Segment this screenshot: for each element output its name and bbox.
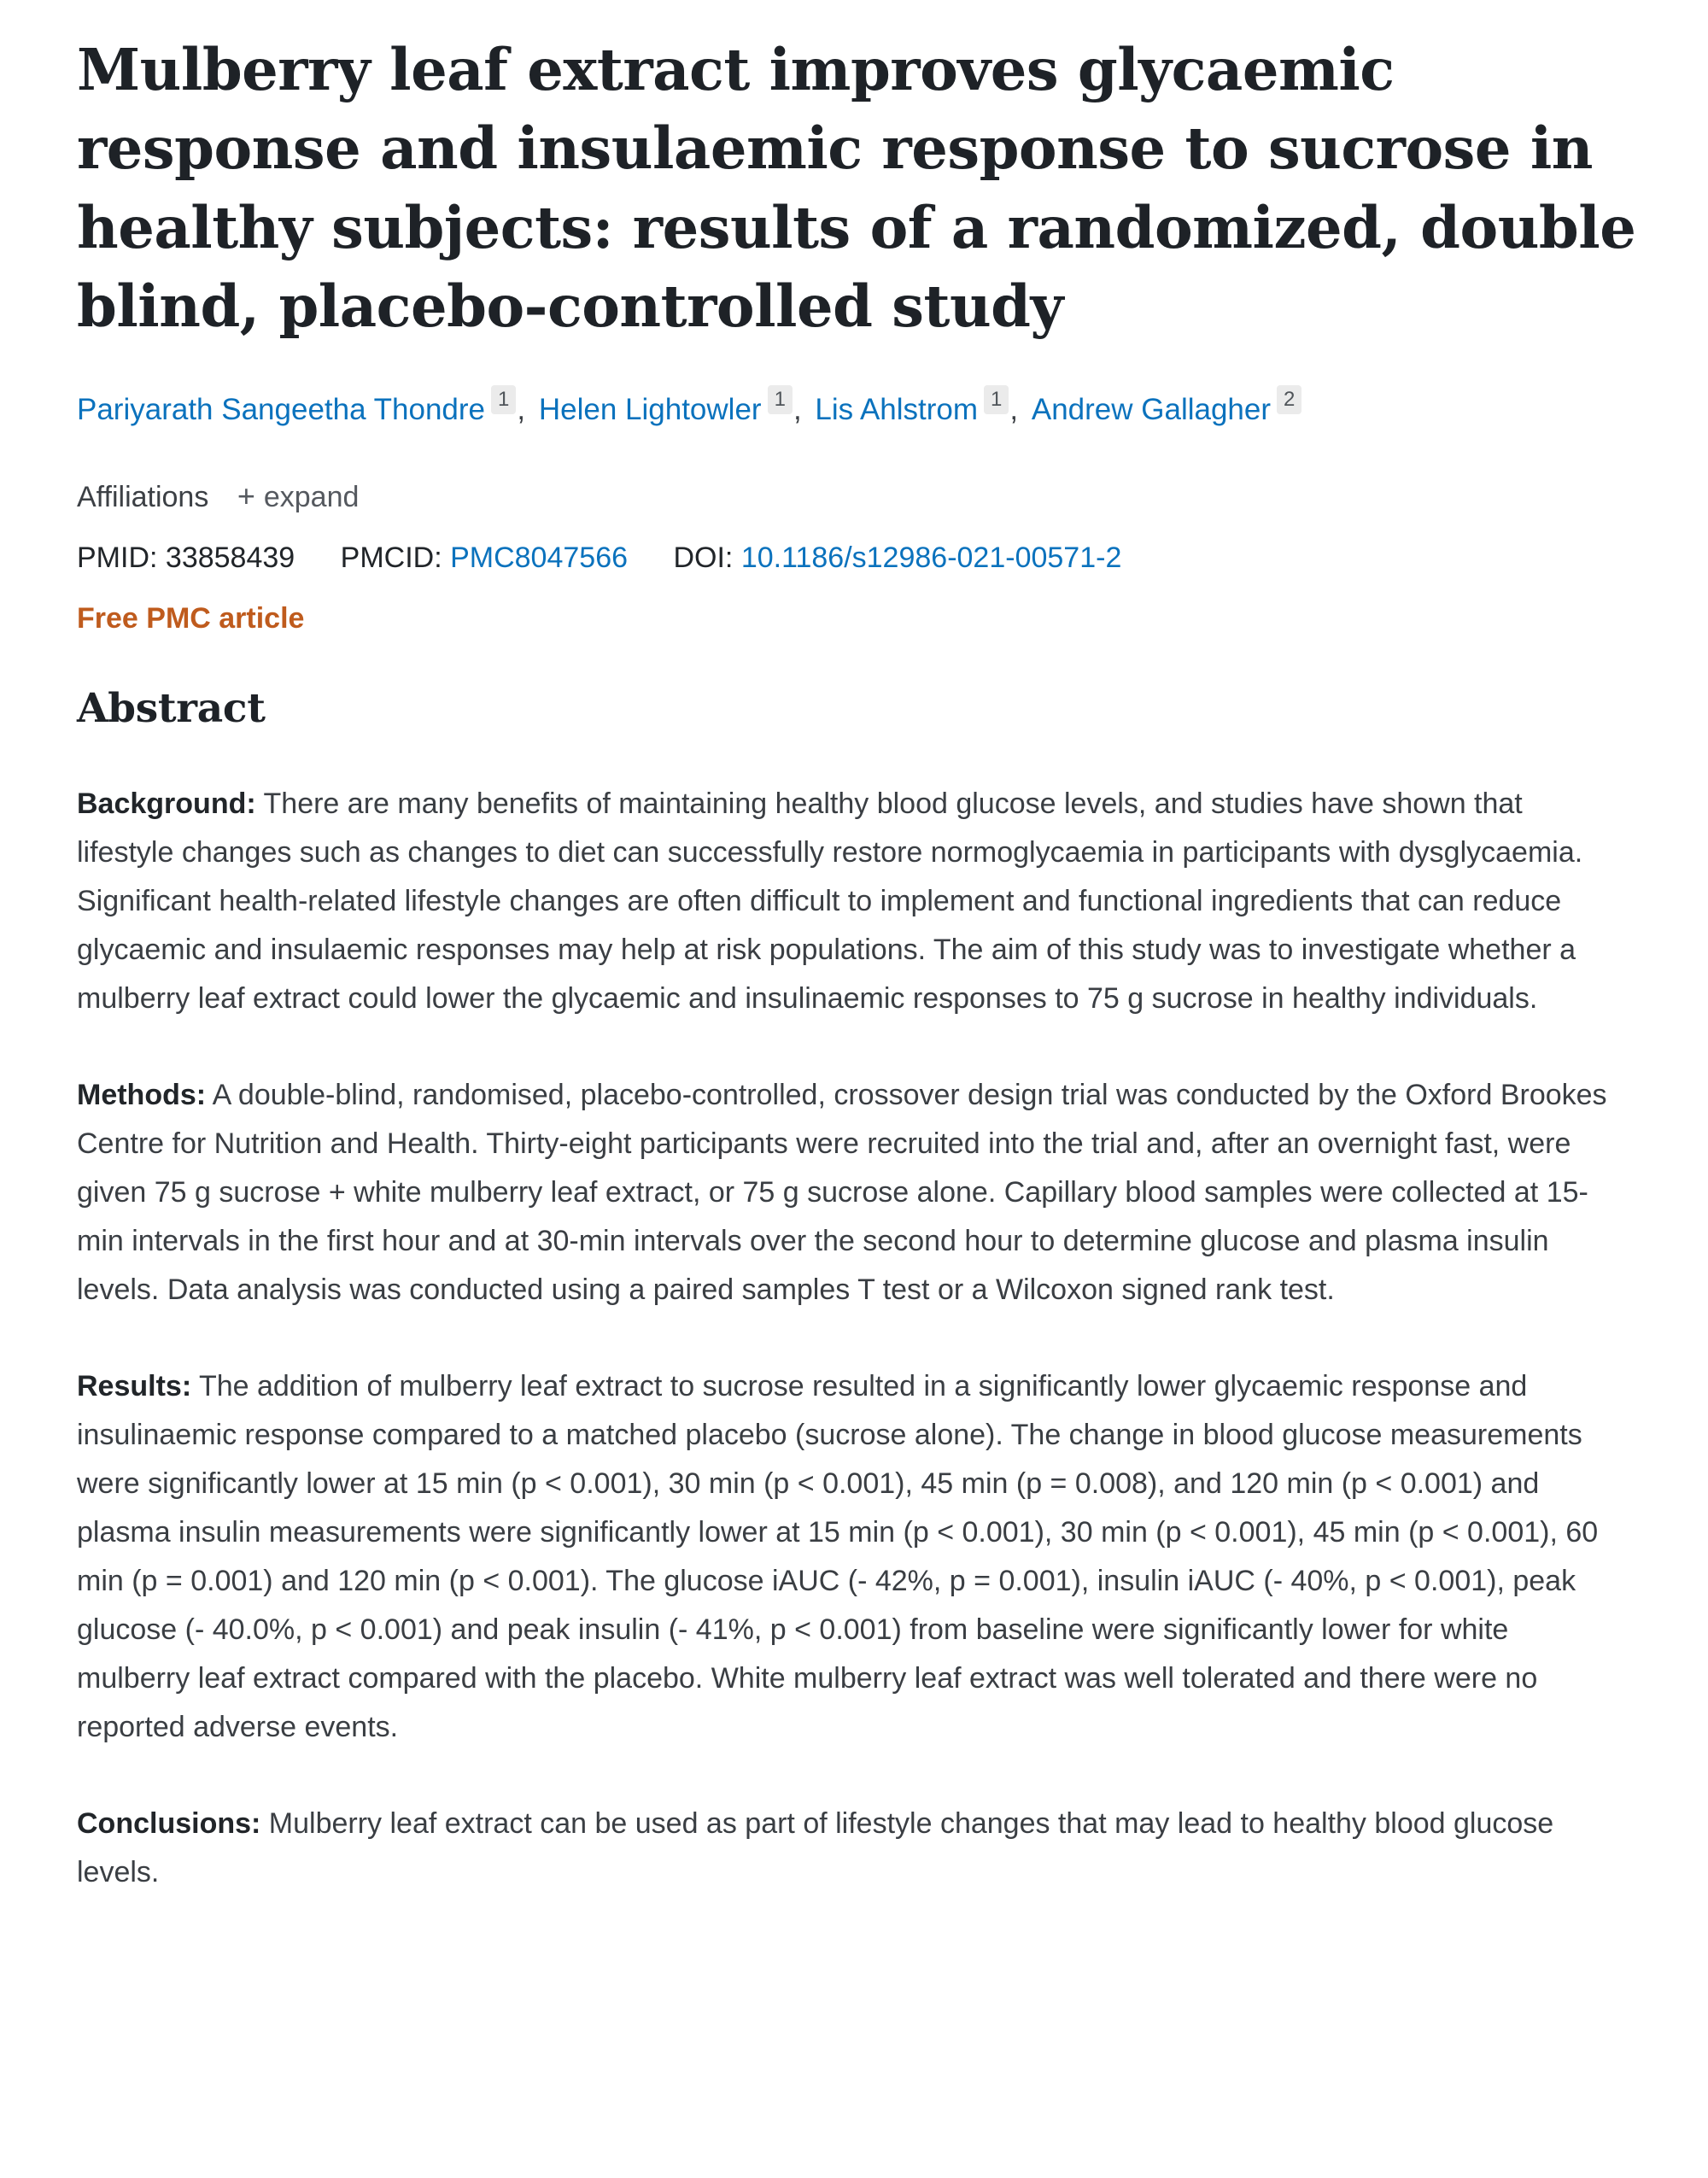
- methods-text: A double-blind, randomised, placebo-controlled, crossover design trial was conducted by the Oxford Brookes Centre for Nutrition and Health. Thirty-eight participants were recruited into the trial and, after an overnight fast, were given 75 g sucrose + white mulberry leaf extract, or 75 g sucrose alone. Capillary blood samples were collected at 15-min intervals in the first hour and at 30-min intervals over the second hour to determine glucose and plasma insulin levels. Data analysis was conducted using a paired samples T test or a Wilcoxon signed rank test.: [77, 1078, 1607, 1306]
- doi-link[interactable]: 10.1186/s12986-021-00571-2: [740, 541, 1122, 574]
- author-separator: ,: [793, 392, 802, 426]
- article-page: [0, 31, 1708, 1897]
- author: [77, 387, 534, 426]
- pmid-label: PMID:: [77, 541, 158, 574]
- author-link[interactable]: Helen Lightowler: [538, 392, 762, 426]
- conclusions-label: Conclusions:: [77, 1806, 261, 1840]
- abstract-section: [77, 685, 1648, 1897]
- affiliations-label: Affiliations: [77, 480, 209, 513]
- pmcid-group: [341, 542, 636, 574]
- affiliations-expand-label: expand: [263, 480, 360, 513]
- author: [1031, 387, 1303, 426]
- pmid-value: 33858439: [165, 541, 295, 574]
- author-link[interactable]: Pariyarath Sangeetha Thondre: [77, 392, 486, 426]
- pmcid-link[interactable]: PMC8047566: [450, 541, 629, 574]
- author: [815, 387, 1026, 426]
- author-separator: ,: [517, 392, 526, 426]
- author: [538, 387, 810, 426]
- article-title: Mulberry leaf extract improves glycaemic response and insulaemic response to sucrose in healthy subjects: results of a randomized, double blind, placebo-controlled study: [77, 36, 1636, 341]
- results-text: The addition of mulberry leaf extract to sucrose resulted in a significantly lower glycaemic response and insulinaemic response compared to a matched placebo (sucrose alone). The change in blood glucose measurements were significantly lower at 15 min (p < 0.001), 30 min (p < 0.001), 45 min (p = 0.008), and 120 min (p < 0.001) and plasma insulin measurements were significantly lower at 15 min (p < 0.001), 30 min (p < 0.001), 45 min (p < 0.001), 60 min (p = 0.001) and 120 min (p < 0.001). The glucose iAUC (- 42%, p = 0.001), insulin iAUC (- 40%, p < 0.001), peak glucose (- 40.0%, p < 0.001) and peak insulin (- 41%, p < 0.001) from baseline were significantly lower for white mulberry leaf extract compared with the placebo. White mulberry leaf extract was well tolerated and there were no reported adverse events.: [77, 1369, 1599, 1743]
- background-text: There are many benefits of maintaining healthy blood glucose levels, and studies have shown that lifestyle changes such as changes to diet can successfully restore normoglycaemia in participants with dysglycaemia. Significant health-related lifestyle changes are often difficult to implement and functional ingredients that can reduce glycaemic and insulaemic responses may help at risk populations. The aim of this study was to investigate whether a mulberry leaf extract could lower the glycaemic and insulinaemic responses to 75 g sucrose in healthy individuals.: [77, 787, 1583, 1015]
- author-link[interactable]: Andrew Gallagher: [1031, 392, 1272, 426]
- free-pmc-article-label: Free PMC article: [77, 601, 305, 635]
- pmcid-label: PMCID:: [340, 541, 442, 574]
- affiliations-expand-button[interactable]: [237, 478, 360, 514]
- author-superscript[interactable]: 1: [768, 385, 793, 414]
- doi-label: DOI:: [673, 541, 734, 574]
- methods-label: Methods:: [77, 1078, 207, 1111]
- abstract-paragraph-results: [77, 1362, 1610, 1752]
- author-superscript[interactable]: 1: [984, 385, 1009, 414]
- results-label: Results:: [77, 1369, 192, 1402]
- identifiers-row: [77, 542, 1648, 575]
- author-superscript[interactable]: 2: [1277, 385, 1301, 414]
- author-separator: ,: [1009, 392, 1019, 426]
- plus-icon: +: [237, 477, 255, 513]
- doi-group: [673, 542, 1121, 574]
- authors-list: [77, 387, 1648, 429]
- affiliations-row: [77, 478, 1648, 514]
- abstract-paragraph-methods: [77, 1071, 1610, 1314]
- abstract-heading: Abstract: [77, 684, 266, 732]
- conclusions-text: Mulberry leaf extract can be used as part of lifestyle changes that may lead to healthy blood glucose levels.: [77, 1806, 1554, 1888]
- author-link[interactable]: Lis Ahlstrom: [815, 392, 979, 426]
- author-superscript[interactable]: 1: [491, 385, 516, 414]
- abstract-paragraph-conclusions: [77, 1800, 1610, 1897]
- pmid-group: [77, 542, 303, 574]
- background-label: Background:: [77, 787, 256, 820]
- abstract-paragraph-background: [77, 780, 1610, 1023]
